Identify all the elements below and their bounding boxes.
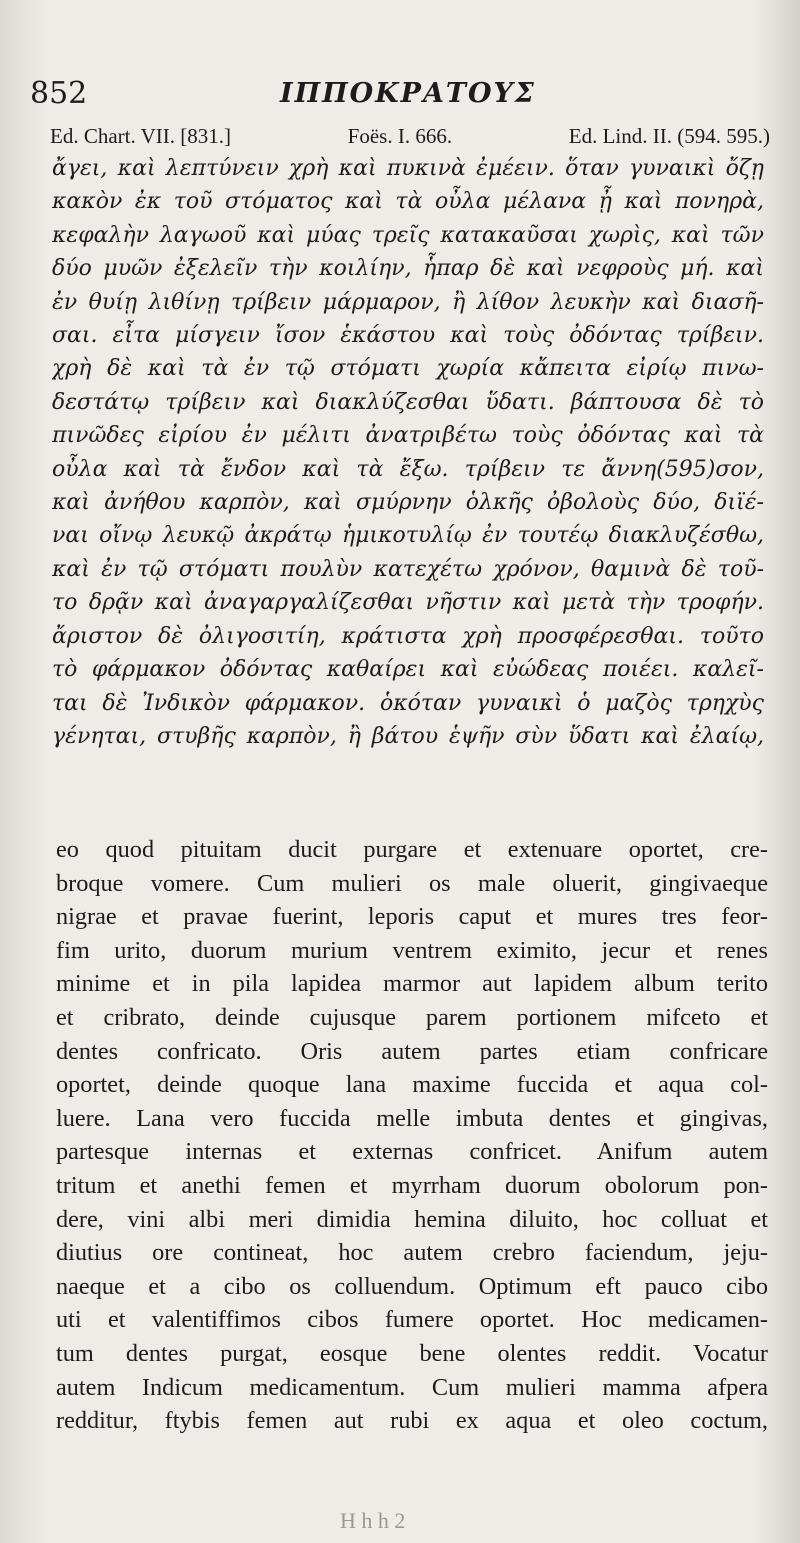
greek-text-line: χρὴ δὲ καὶ τὰ ἐν τῷ στόματι χωρία κἄπειτα εἰρίῳ πινω- (52, 356, 764, 382)
greek-text-line: δύο μυῶν ἐξελεῖν τὴν κοιλίην, ἧπαρ δὲ καὶ νεφροὺς μή. καὶ (52, 256, 764, 282)
edition-references (50, 124, 770, 149)
greek-text-line: κεφαλὴν λαγωοῦ καὶ μύας τρεῖς κατακαῦσαι χωρὶς, καὶ τῶν (52, 222, 764, 248)
greek-text-line: ναι οἴνῳ λευκῷ ἀκράτῳ ἡμικοτυλίῳ ἐν τουτέῳ διακλυζέσθω, (52, 523, 764, 549)
greek-text-line: κακὸν ἐκ τοῦ στόματος καὶ τὰ οὖλα μέλανα ᾖ καὶ πονηρὰ, (52, 189, 764, 215)
latin-text-line: tum dentes purgat, eosque bene olentes reddit. Vocatur (56, 1339, 768, 1367)
latin-text-line: partesque internas et externas confricet. Anifum autem (56, 1138, 768, 1166)
greek-text-line: δεστάτῳ τρίβειν καὶ διακλύζεσθαι ὕδατι. βάπτουσα δὲ τὸ (52, 389, 764, 415)
greek-text-line: πινῶδες εἰρίου ἐν μέλιτι ἀνατριβέτω τοὺς ὀδόντας καὶ τὰ (52, 423, 764, 449)
latin-text-line: uti et valentiffimos cibos fumere oportet. Hoc medicamen- (56, 1306, 768, 1334)
greek-text-line: ἐν θυίῃ λιθίνῃ τρίβειν μάρμαρον, ἢ λίθον λευκὴν καὶ διασῆ- (52, 289, 764, 315)
greek-text-line: σαι. εἶτα μίσγειν ἴσον ἑκάστου καὶ τοὺς ὀδόντας τρίβειν. (52, 323, 764, 349)
latin-text-line: broque vomere. Cum mulieri os male oluerit, gingivaeque (56, 869, 768, 897)
edition-ref-lind: Ed. Lind. II. (594. 595.) (568, 124, 770, 148)
latin-text-line: dere, vini albi meri dimidia hemina diluito, hoc colluat et (56, 1205, 768, 1233)
edition-ref-chart: Ed. Chart. VII. [831.] (50, 124, 231, 148)
greek-text-line: καὶ ἐν τῷ στόματι πουλὺν κατεχέτω χρόνον, θαμινὰ δὲ τοῦ- (52, 556, 764, 582)
latin-text-line: tritum et anethi femen et myrrham duorum obolorum pon- (56, 1171, 768, 1199)
greek-text-line: το δρᾷν καὶ ἀναγαργαλίζεσθαι νῆστιν καὶ μετὰ τὴν τροφήν. (52, 590, 764, 616)
latin-text-line: oportet, deinde quoque lana maxime fuccida et aqua col- (56, 1071, 768, 1099)
latin-text-line: autem Indicum medicamentum. Cum mulieri mamma afpera (56, 1373, 768, 1401)
greek-text-line: οὖλα καὶ τὰ ἔνδον καὶ τὰ ἔξω. τρίβειν τε ἄννη(595)σον, (52, 456, 764, 482)
greek-text-line: ἄγει, καὶ λεπτύνειν χρὴ καὶ πυκινὰ ἐμέειν. ὅταν γυναικὶ ὄζῃ (52, 156, 764, 181)
latin-text-line: fim urito, duorum murium ventrem eximito, jecur et renes (56, 936, 768, 964)
page-number: 852 (30, 76, 88, 111)
latin-text-line: redditur, ftybis femen aut rubi ex aqua et oleo coctum, (56, 1407, 768, 1435)
latin-text-block (56, 833, 768, 1438)
latin-text-line: dentes confricato. Oris autem partes etiam confricare (56, 1037, 768, 1065)
latin-text-line: minime et in pila lapidea marmor aut lapidem album terito (56, 970, 768, 998)
latin-text-line: et cribrato, deinde cujusque parem portionem mifceto et (56, 1003, 768, 1031)
latin-text-line: diutius ore contineat, hoc autem crebro faciendum, jeju- (56, 1239, 768, 1267)
greek-text-line: ται δὲ Ἰνδικὸν φάρμακον. ὁκόταν γυναικὶ ὁ μαζὸς τρηχὺς (52, 690, 764, 716)
greek-text-line: ἄριστον δὲ ὀλιγοσιτίη, κράτιστα χρὴ προσφέρεσθαι. τοῦτο (52, 623, 764, 649)
page-header (30, 76, 770, 112)
greek-text-line: τὸ φάρμακον ὀδόντας καθαίρει καὶ εὐώδεας ποιέει. καλεῖ- (52, 657, 764, 683)
running-head: ΙΠΠΟΚΡΑΤΟΥΣ (280, 78, 536, 109)
latin-text-line: eo quod pituitam ducit purgare et extenuare oportet, cre- (56, 836, 768, 863)
greek-text-line: καὶ ἀνήθου καρπὸν, καὶ σμύρνην ὁλκῆς ὀβολοὺς δύο, διϊέ- (52, 490, 764, 516)
greek-text-line: γένηται, στυβῆς καρπὸν, ἢ βάτου ἑψῆν σὺν ὕδατι καὶ ἐλαίῳ, (52, 723, 764, 749)
greek-text-block (52, 152, 764, 753)
signature-mark: H h h 2 (340, 1508, 406, 1533)
latin-text-line: nigrae et pravae fuerint, leporis caput et mures tres feor- (56, 903, 768, 931)
latin-text-line: naeque et a cibo os colluendum. Optimum eft pauco cibo (56, 1272, 768, 1300)
latin-text-line: luere. Lana vero fuccida melle imbuta dentes et gingivas, (56, 1104, 768, 1132)
edition-ref-foes: Foës. I. 666. (347, 124, 453, 148)
